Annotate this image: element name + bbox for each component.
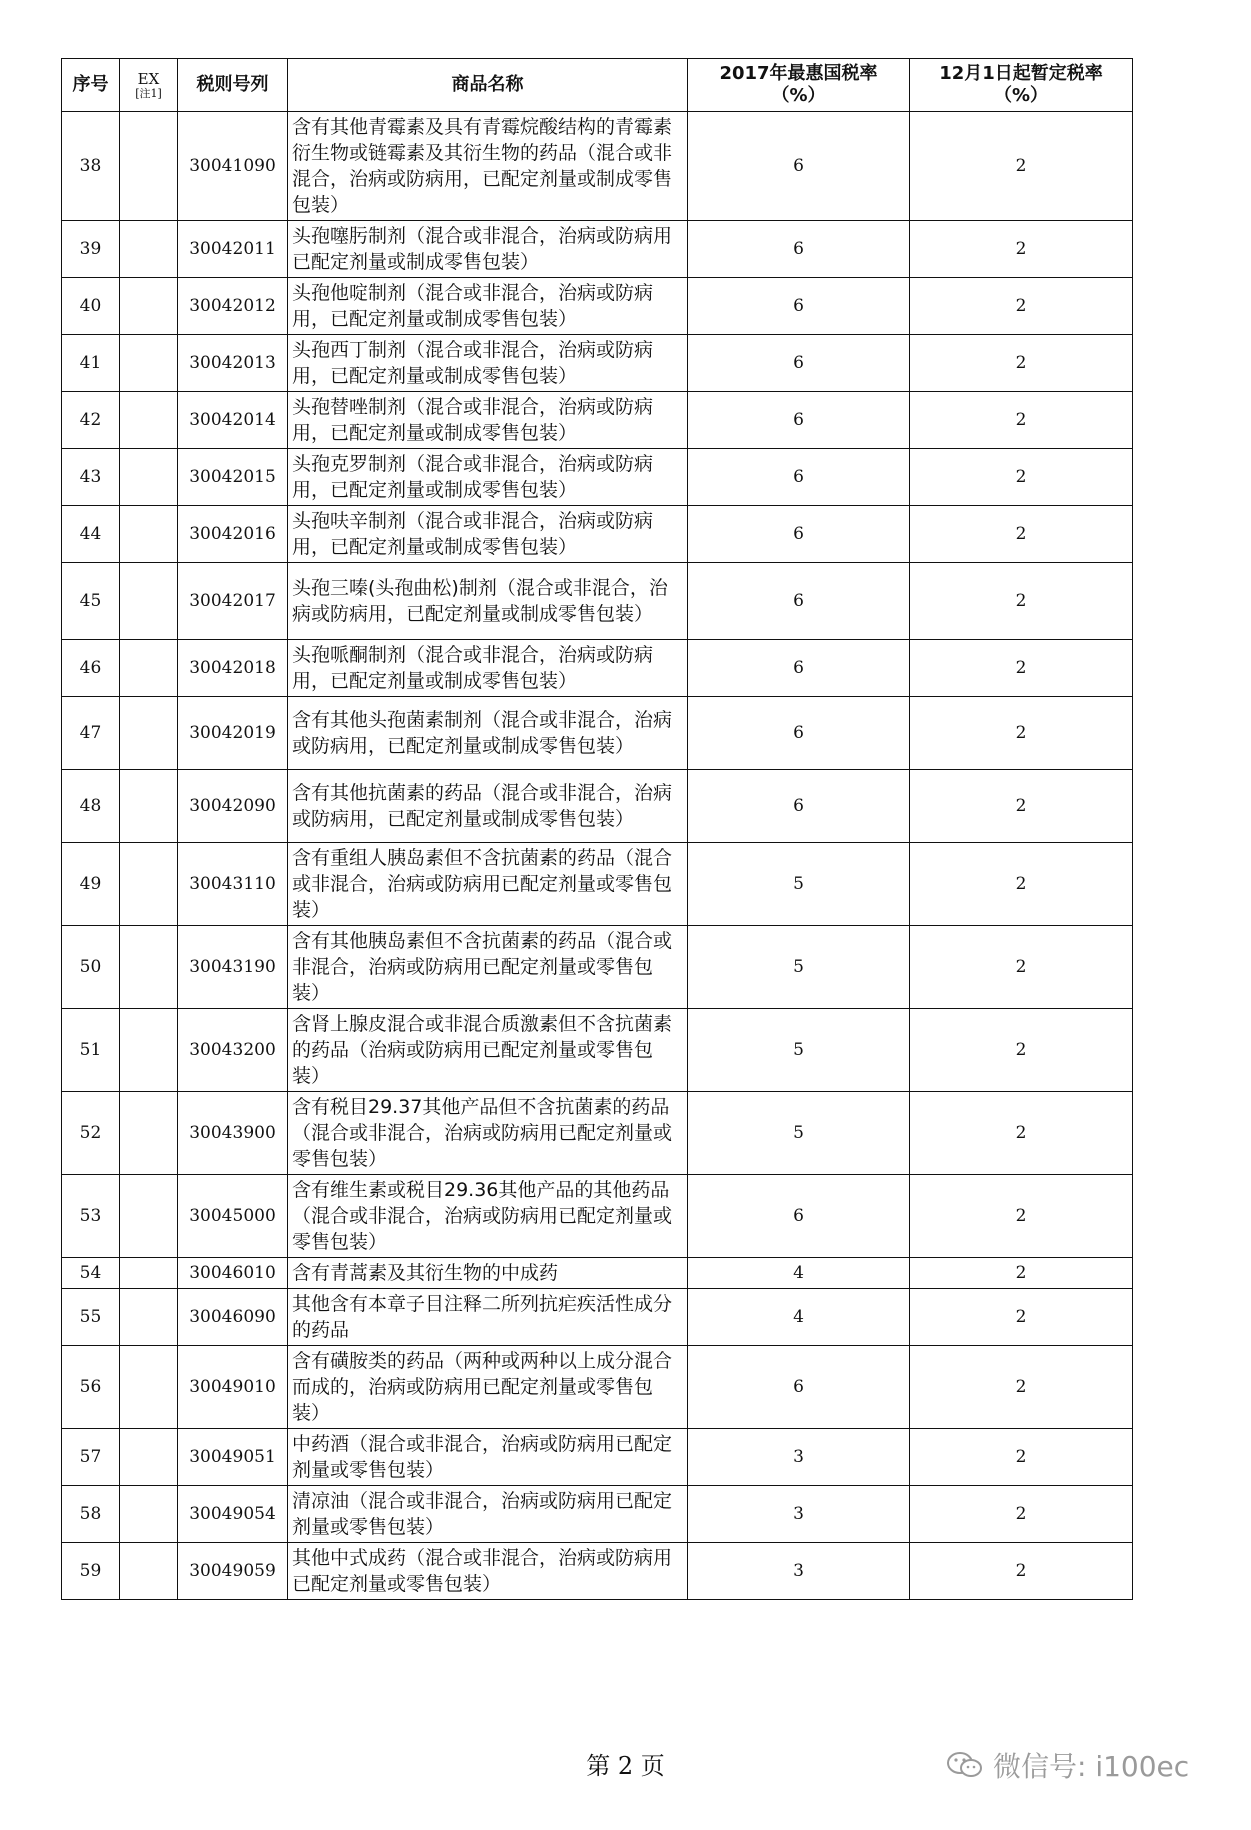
table-row [62, 640, 1133, 697]
watermark [945, 1745, 1189, 1785]
table-row [62, 1258, 1133, 1289]
cell-mfn-rate: 5 [688, 1009, 910, 1092]
cell-name: 含有维生素或税目29.36其他产品的其他药品（混合或非混合，治病或防病用已配定剂量或零售包装） [288, 1175, 688, 1258]
cell-name: 其他含有本章子目注释二所列抗疟疾活性成分的药品 [288, 1289, 688, 1346]
cell-seq: 58 [62, 1486, 120, 1543]
cell-seq: 45 [62, 563, 120, 640]
header-mfn-rate [688, 59, 910, 112]
cell-mfn-rate: 3 [688, 1429, 910, 1486]
cell-code: 30042017 [178, 563, 288, 640]
cell-name: 头孢克罗制剂（混合或非混合，治病或防病用，已配定剂量或制成零售包装） [288, 449, 688, 506]
cell-seq: 50 [62, 926, 120, 1009]
cell-code: 30042012 [178, 278, 288, 335]
cell-ex [120, 697, 178, 770]
cell-temp-rate: 2 [910, 770, 1133, 843]
cell-name: 头孢西丁制剂（混合或非混合，治病或防病用，已配定剂量或制成零售包装） [288, 335, 688, 392]
cell-mfn-rate: 3 [688, 1486, 910, 1543]
watermark-text: 微信号: i100ec [993, 1750, 1190, 1783]
cell-name: 含有重组人胰岛素但不含抗菌素的药品（混合或非混合，治病或防病用已配定剂量或零售包装） [288, 843, 688, 926]
cell-code: 30049010 [178, 1346, 288, 1429]
cell-mfn-rate: 4 [688, 1258, 910, 1289]
cell-ex [120, 640, 178, 697]
cell-code: 30042014 [178, 392, 288, 449]
tariff-table [61, 58, 1133, 1600]
cell-seq: 39 [62, 221, 120, 278]
cell-temp-rate: 2 [910, 449, 1133, 506]
cell-ex [120, 112, 178, 221]
cell-temp-rate: 2 [910, 697, 1133, 770]
cell-code: 30042090 [178, 770, 288, 843]
cell-temp-rate: 2 [910, 640, 1133, 697]
cell-seq: 57 [62, 1429, 120, 1486]
cell-name: 含有税目29.37其他产品但不含抗菌素的药品（混合或非混合，治病或防病用已配定剂量或零售包装） [288, 1092, 688, 1175]
cell-mfn-rate: 6 [688, 1175, 910, 1258]
cell-code: 30043110 [178, 843, 288, 926]
cell-name: 含有其他头孢菌素制剂（混合或非混合，治病或防病用，已配定剂量或制成零售包装） [288, 697, 688, 770]
page-number: 第 2 页 [586, 1752, 665, 1780]
cell-ex [120, 1429, 178, 1486]
cell-name: 头孢呋辛制剂（混合或非混合，治病或防病用，已配定剂量或制成零售包装） [288, 506, 688, 563]
cell-mfn-rate: 5 [688, 1092, 910, 1175]
cell-temp-rate: 2 [910, 1429, 1133, 1486]
cell-temp-rate: 2 [910, 1289, 1133, 1346]
table-row [62, 449, 1133, 506]
cell-seq: 46 [62, 640, 120, 697]
cell-seq: 48 [62, 770, 120, 843]
cell-temp-rate: 2 [910, 1346, 1133, 1429]
cell-temp-rate: 2 [910, 926, 1133, 1009]
cell-mfn-rate: 6 [688, 640, 910, 697]
cell-name: 头孢他啶制剂（混合或非混合，治病或防病用，已配定剂量或制成零售包装） [288, 278, 688, 335]
cell-temp-rate: 2 [910, 1175, 1133, 1258]
cell-mfn-rate: 3 [688, 1543, 910, 1600]
cell-mfn-rate: 6 [688, 449, 910, 506]
header-code: 税则号列 [178, 59, 288, 112]
table-row [62, 1009, 1133, 1092]
cell-mfn-rate: 4 [688, 1289, 910, 1346]
cell-code: 30043200 [178, 1009, 288, 1092]
cell-ex [120, 278, 178, 335]
cell-ex [120, 770, 178, 843]
table-row [62, 335, 1133, 392]
cell-code: 30042019 [178, 697, 288, 770]
cell-mfn-rate: 6 [688, 392, 910, 449]
cell-seq: 44 [62, 506, 120, 563]
cell-ex [120, 1486, 178, 1543]
table-row [62, 1486, 1133, 1543]
cell-name: 头孢替唑制剂（混合或非混合，治病或防病用，已配定剂量或制成零售包装） [288, 392, 688, 449]
cell-ex [120, 1009, 178, 1092]
cell-name: 头孢三嗪(头孢曲松)制剂（混合或非混合，治病或防病用，已配定剂量或制成零售包装） [288, 563, 688, 640]
table-row [62, 221, 1133, 278]
cell-code: 30042011 [178, 221, 288, 278]
cell-code: 30042015 [178, 449, 288, 506]
cell-temp-rate: 2 [910, 392, 1133, 449]
wechat-icon [945, 1750, 985, 1780]
table-row [62, 506, 1133, 563]
header-name: 商品名称 [288, 59, 688, 112]
cell-mfn-rate: 6 [688, 221, 910, 278]
cell-code: 30049051 [178, 1429, 288, 1486]
cell-ex [120, 1258, 178, 1289]
cell-name: 含有其他抗菌素的药品（混合或非混合，治病或防病用，已配定剂量或制成零售包装） [288, 770, 688, 843]
cell-ex [120, 449, 178, 506]
cell-ex [120, 506, 178, 563]
header-mfn-rate-unit: （%） [771, 85, 826, 106]
cell-seq: 53 [62, 1175, 120, 1258]
cell-seq: 40 [62, 278, 120, 335]
cell-mfn-rate: 6 [688, 335, 910, 392]
cell-seq: 52 [62, 1092, 120, 1175]
table-row [62, 112, 1133, 221]
cell-name: 其他中式成药（混合或非混合，治病或防病用已配定剂量或零售包装） [288, 1543, 688, 1600]
table-row [62, 1175, 1133, 1258]
table-row [62, 843, 1133, 926]
cell-mfn-rate: 6 [688, 770, 910, 843]
cell-ex [120, 1092, 178, 1175]
cell-temp-rate: 2 [910, 1009, 1133, 1092]
cell-mfn-rate: 6 [688, 1346, 910, 1429]
cell-ex [120, 563, 178, 640]
header-temp-rate-label: 12月1日起暂定税率 [939, 63, 1103, 84]
cell-ex [120, 335, 178, 392]
cell-name: 含有磺胺类的药品（两种或两种以上成分混合而成的，治病或防病用已配定剂量或零售包装） [288, 1346, 688, 1429]
cell-seq: 49 [62, 843, 120, 926]
table-row [62, 278, 1133, 335]
cell-code: 30042016 [178, 506, 288, 563]
table-header-row [62, 59, 1133, 112]
header-ex-label: EX [137, 70, 160, 88]
cell-name: 含有其他青霉素及具有青霉烷酸结构的青霉素衍生物或链霉素及其衍生物的药品（混合或非混合，治病或防病用，已配定剂量或制成零售包装） [288, 112, 688, 221]
cell-seq: 55 [62, 1289, 120, 1346]
cell-seq: 47 [62, 697, 120, 770]
cell-ex [120, 926, 178, 1009]
cell-code: 30041090 [178, 112, 288, 221]
table-row [62, 1289, 1133, 1346]
table-row [62, 1429, 1133, 1486]
table-row [62, 1092, 1133, 1175]
cell-mfn-rate: 6 [688, 278, 910, 335]
cell-seq: 51 [62, 1009, 120, 1092]
header-mfn-rate-label: 2017年最惠国税率 [719, 63, 878, 84]
cell-name: 清凉油（混合或非混合，治病或防病用已配定剂量或零售包装） [288, 1486, 688, 1543]
header-temp-rate [910, 59, 1133, 112]
cell-temp-rate: 2 [910, 335, 1133, 392]
cell-temp-rate: 2 [910, 221, 1133, 278]
cell-mfn-rate: 5 [688, 843, 910, 926]
cell-temp-rate: 2 [910, 278, 1133, 335]
cell-ex [120, 221, 178, 278]
cell-temp-rate: 2 [910, 112, 1133, 221]
table-row [62, 563, 1133, 640]
cell-code: 30049059 [178, 1543, 288, 1600]
cell-temp-rate: 2 [910, 506, 1133, 563]
cell-name: 含肾上腺皮混合或非混合质激素但不含抗菌素的药品（治病或防病用已配定剂量或零售包装） [288, 1009, 688, 1092]
table-body [62, 112, 1133, 1600]
cell-temp-rate: 2 [910, 1543, 1133, 1600]
table-row [62, 697, 1133, 770]
header-seq: 序号 [62, 59, 120, 112]
table-row [62, 1346, 1133, 1429]
cell-code: 30049054 [178, 1486, 288, 1543]
cell-seq: 54 [62, 1258, 120, 1289]
cell-code: 30043190 [178, 926, 288, 1009]
cell-mfn-rate: 6 [688, 112, 910, 221]
header-ex [120, 59, 178, 112]
cell-ex [120, 843, 178, 926]
cell-name: 头孢哌酮制剂（混合或非混合，治病或防病用，已配定剂量或制成零售包装） [288, 640, 688, 697]
table-row [62, 926, 1133, 1009]
cell-code: 30043900 [178, 1092, 288, 1175]
table-row [62, 392, 1133, 449]
cell-temp-rate: 2 [910, 563, 1133, 640]
header-temp-rate-unit: （%） [993, 85, 1049, 106]
cell-ex [120, 1289, 178, 1346]
cell-name: 含有青蒿素及其衍生物的中成药 [288, 1258, 688, 1289]
cell-temp-rate: 2 [910, 1486, 1133, 1543]
cell-code: 30042013 [178, 335, 288, 392]
cell-name: 中药酒（混合或非混合，治病或防病用已配定剂量或零售包装） [288, 1429, 688, 1486]
cell-mfn-rate: 5 [688, 926, 910, 1009]
cell-mfn-rate: 6 [688, 697, 910, 770]
cell-ex [120, 1175, 178, 1258]
cell-seq: 41 [62, 335, 120, 392]
cell-mfn-rate: 6 [688, 563, 910, 640]
cell-code: 30046090 [178, 1289, 288, 1346]
cell-code: 30046010 [178, 1258, 288, 1289]
cell-temp-rate: 2 [910, 1258, 1133, 1289]
cell-name: 含有其他胰岛素但不含抗菌素的药品（混合或非混合，治病或防病用已配定剂量或零售包装） [288, 926, 688, 1009]
cell-seq: 59 [62, 1543, 120, 1600]
cell-name: 头孢噻肟制剂（混合或非混合，治病或防病用已配定剂量或制成零售包装） [288, 221, 688, 278]
cell-seq: 42 [62, 392, 120, 449]
table-row [62, 1543, 1133, 1600]
cell-code: 30045000 [178, 1175, 288, 1258]
cell-temp-rate: 2 [910, 843, 1133, 926]
cell-seq: 43 [62, 449, 120, 506]
table-row [62, 770, 1133, 843]
cell-seq: 38 [62, 112, 120, 221]
cell-mfn-rate: 6 [688, 506, 910, 563]
cell-ex [120, 1346, 178, 1429]
header-ex-note: [注1] [135, 87, 162, 100]
cell-code: 30042018 [178, 640, 288, 697]
cell-seq: 56 [62, 1346, 120, 1429]
cell-ex [120, 1543, 178, 1600]
cell-temp-rate: 2 [910, 1092, 1133, 1175]
cell-ex [120, 392, 178, 449]
